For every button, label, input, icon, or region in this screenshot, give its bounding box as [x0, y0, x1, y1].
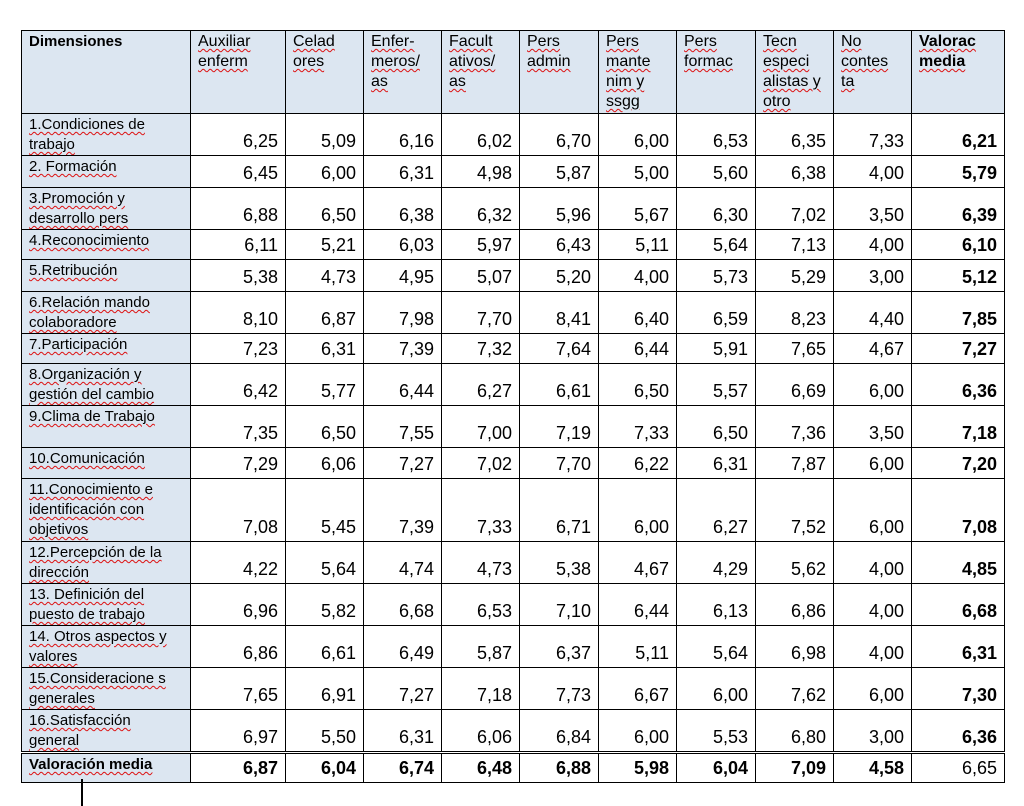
cell-pers-admin: 6,88 — [520, 753, 599, 783]
header-label: No contes ta — [841, 33, 889, 90]
table-row — [22, 626, 1005, 668]
row-label-cell — [22, 479, 191, 542]
row-label: 2. Formación — [29, 158, 117, 175]
cell-no-contesta: 6,00 — [834, 448, 912, 479]
cell-auxiliar-enferm: 6,11 — [191, 230, 286, 260]
cell-pers-formac: 6,13 — [677, 584, 756, 626]
row-label: 9.Clima de Trabajo — [29, 408, 155, 425]
table-row — [22, 542, 1005, 584]
cell-valorac-media: 6,21 — [912, 114, 1005, 156]
cell-pers-formac: 6,50 — [677, 406, 756, 448]
cell-pers-admin: 5,38 — [520, 542, 599, 584]
row-label: 8.Organización y gestión del cambio — [29, 366, 155, 403]
cell-enfermeros: 6,16 — [364, 114, 442, 156]
cell-pers-mantenim: 6,00 — [599, 710, 677, 753]
cell-no-contesta: 3,50 — [834, 406, 912, 448]
header-auxiliar-enferm — [191, 31, 286, 114]
cell-pers-formac: 4,29 — [677, 542, 756, 584]
table-row — [22, 114, 1005, 156]
cell-enfermeros: 7,55 — [364, 406, 442, 448]
cell-tecn-especialistas: 6,80 — [756, 710, 834, 753]
cell-pers-admin: 5,20 — [520, 260, 599, 292]
cell-pers-formac: 5,53 — [677, 710, 756, 753]
cell-pers-admin: 7,64 — [520, 334, 599, 364]
cell-auxiliar-enferm: 6,87 — [191, 753, 286, 783]
cell-enfermeros: 6,31 — [364, 156, 442, 188]
cell-pers-mantenim: 4,00 — [599, 260, 677, 292]
cell-pers-admin: 7,73 — [520, 668, 599, 710]
row-label-cell — [22, 156, 191, 188]
header-dimensiones — [22, 31, 191, 114]
cell-pers-formac: 5,60 — [677, 156, 756, 188]
row-label: Valoración media — [29, 756, 153, 773]
row-label: 13. Definición del puesto de trabajo — [29, 586, 145, 623]
cell-valorac-media: 6,68 — [912, 584, 1005, 626]
header-label: Pers mante nim y ssgg — [606, 33, 651, 110]
row-label: 12.Percepción de la dirección — [29, 544, 162, 581]
cell-enfermeros: 7,39 — [364, 334, 442, 364]
cell-celadores: 5,09 — [286, 114, 364, 156]
cell-no-contesta: 3,50 — [834, 188, 912, 230]
row-label-cell — [22, 230, 191, 260]
row-label: 10.Comunicación — [29, 450, 145, 467]
cell-enfermeros: 7,39 — [364, 479, 442, 542]
cell-no-contesta: 6,00 — [834, 364, 912, 406]
header-label: Celad ores — [293, 33, 335, 70]
cell-no-contesta: 4,67 — [834, 334, 912, 364]
cell-pers-admin: 6,84 — [520, 710, 599, 753]
table-row — [22, 710, 1005, 753]
cell-valorac-media: 7,85 — [912, 292, 1005, 334]
table-row — [22, 364, 1005, 406]
cell-pers-admin: 7,70 — [520, 448, 599, 479]
cell-no-contesta: 4,00 — [834, 584, 912, 626]
table-row — [22, 406, 1005, 448]
row-label: 6.Relación mando colaboradore — [29, 294, 150, 331]
cell-celadores: 4,73 — [286, 260, 364, 292]
cell-facultativos: 5,87 — [442, 626, 520, 668]
cell-auxiliar-enferm: 6,45 — [191, 156, 286, 188]
cell-auxiliar-enferm: 6,86 — [191, 626, 286, 668]
table-row — [22, 260, 1005, 292]
cell-celadores: 6,06 — [286, 448, 364, 479]
cell-facultativos: 6,53 — [442, 584, 520, 626]
row-label: 7.Participación — [29, 336, 128, 353]
cell-facultativos: 5,07 — [442, 260, 520, 292]
cell-celadores: 6,31 — [286, 334, 364, 364]
cell-celadores: 6,50 — [286, 188, 364, 230]
cell-valorac-media: 7,08 — [912, 479, 1005, 542]
cell-auxiliar-enferm: 7,65 — [191, 668, 286, 710]
cell-pers-admin: 7,10 — [520, 584, 599, 626]
cell-pers-mantenim: 6,00 — [599, 114, 677, 156]
table-row — [22, 479, 1005, 542]
cell-pers-admin: 6,43 — [520, 230, 599, 260]
cell-no-contesta: 4,00 — [834, 626, 912, 668]
cell-facultativos: 4,73 — [442, 542, 520, 584]
cell-tecn-especialistas: 7,36 — [756, 406, 834, 448]
cell-enfermeros: 7,27 — [364, 668, 442, 710]
row-label-cell — [22, 364, 191, 406]
header-pers-admin — [520, 31, 599, 114]
cell-pers-mantenim: 6,44 — [599, 334, 677, 364]
cell-celadores: 6,87 — [286, 292, 364, 334]
cell-valorac-media: 6,65 — [912, 753, 1005, 783]
row-label-cell — [22, 710, 191, 753]
row-label-cell — [22, 292, 191, 334]
cell-facultativos: 7,18 — [442, 668, 520, 710]
cell-valorac-media: 6,31 — [912, 626, 1005, 668]
cell-tecn-especialistas: 7,02 — [756, 188, 834, 230]
cell-valorac-media: 6,36 — [912, 364, 1005, 406]
row-label-cell — [22, 542, 191, 584]
header-valorac-media — [912, 31, 1005, 114]
cell-auxiliar-enferm: 6,42 — [191, 364, 286, 406]
cell-no-contesta: 4,00 — [834, 156, 912, 188]
table-row — [22, 448, 1005, 479]
cell-tecn-especialistas: 6,98 — [756, 626, 834, 668]
cell-facultativos: 7,32 — [442, 334, 520, 364]
cell-tecn-especialistas: 7,62 — [756, 668, 834, 710]
row-label-cell — [22, 406, 191, 448]
cell-tecn-especialistas: 8,23 — [756, 292, 834, 334]
cell-tecn-especialistas: 7,87 — [756, 448, 834, 479]
cell-tecn-especialistas: 7,65 — [756, 334, 834, 364]
cell-valorac-media: 4,85 — [912, 542, 1005, 584]
cell-no-contesta: 6,00 — [834, 479, 912, 542]
cell-no-contesta: 4,00 — [834, 230, 912, 260]
table-row — [22, 156, 1005, 188]
cell-pers-mantenim: 6,67 — [599, 668, 677, 710]
row-label: 1.Condiciones de trabajo — [29, 116, 145, 153]
table-row — [22, 334, 1005, 364]
row-label-cell — [22, 188, 191, 230]
table-row — [22, 292, 1005, 334]
cell-tecn-especialistas: 6,86 — [756, 584, 834, 626]
cell-enfermeros: 6,74 — [364, 753, 442, 783]
header-label: Valorac media — [919, 33, 976, 70]
cell-valorac-media: 7,30 — [912, 668, 1005, 710]
table-row — [22, 668, 1005, 710]
cell-valorac-media: 6,36 — [912, 710, 1005, 753]
cell-pers-admin: 6,70 — [520, 114, 599, 156]
cell-valorac-media: 6,10 — [912, 230, 1005, 260]
cell-valorac-media: 7,27 — [912, 334, 1005, 364]
cell-tecn-especialistas: 7,52 — [756, 479, 834, 542]
cell-enfermeros: 4,95 — [364, 260, 442, 292]
cell-celadores: 6,04 — [286, 753, 364, 783]
row-label: 3.Promoción y desarrollo pers — [29, 190, 129, 227]
cell-pers-admin: 5,87 — [520, 156, 599, 188]
cell-celadores: 6,50 — [286, 406, 364, 448]
row-label-cell — [22, 668, 191, 710]
cell-pers-formac: 6,59 — [677, 292, 756, 334]
cell-pers-formac: 5,64 — [677, 626, 756, 668]
cell-pers-mantenim: 6,44 — [599, 584, 677, 626]
cell-celadores: 5,45 — [286, 479, 364, 542]
row-label: 5.Retribución — [29, 262, 118, 279]
row-label-cell — [22, 260, 191, 292]
cell-pers-mantenim: 5,67 — [599, 188, 677, 230]
cell-pers-mantenim: 5,11 — [599, 626, 677, 668]
cell-celadores: 5,64 — [286, 542, 364, 584]
results-table — [21, 30, 1005, 783]
header-facultativos — [442, 31, 520, 114]
cell-auxiliar-enferm: 6,25 — [191, 114, 286, 156]
cell-facultativos: 5,97 — [442, 230, 520, 260]
cell-tecn-especialistas: 6,69 — [756, 364, 834, 406]
cell-enfermeros: 6,49 — [364, 626, 442, 668]
cell-pers-formac: 6,04 — [677, 753, 756, 783]
header-pers-formac — [677, 31, 756, 114]
row-label-cell — [22, 626, 191, 668]
cell-pers-admin: 8,41 — [520, 292, 599, 334]
cell-facultativos: 7,33 — [442, 479, 520, 542]
row-label-cell — [22, 753, 191, 783]
cell-auxiliar-enferm: 6,96 — [191, 584, 286, 626]
header-celadores — [286, 31, 364, 114]
cell-pers-formac: 5,91 — [677, 334, 756, 364]
cell-auxiliar-enferm: 6,97 — [191, 710, 286, 753]
cell-facultativos: 6,32 — [442, 188, 520, 230]
cell-tecn-especialistas: 5,29 — [756, 260, 834, 292]
cell-auxiliar-enferm: 7,29 — [191, 448, 286, 479]
cell-enfermeros: 6,68 — [364, 584, 442, 626]
cell-auxiliar-enferm: 5,38 — [191, 260, 286, 292]
header-label: Pers admin — [527, 33, 571, 70]
cell-facultativos: 6,02 — [442, 114, 520, 156]
cell-facultativos: 7,02 — [442, 448, 520, 479]
cell-pers-admin: 6,37 — [520, 626, 599, 668]
cell-no-contesta: 7,33 — [834, 114, 912, 156]
cell-pers-mantenim: 5,00 — [599, 156, 677, 188]
cell-tecn-especialistas: 6,38 — [756, 156, 834, 188]
cell-no-contesta: 4,58 — [834, 753, 912, 783]
row-label-cell — [22, 448, 191, 479]
cell-celadores: 5,50 — [286, 710, 364, 753]
cell-pers-mantenim: 5,98 — [599, 753, 677, 783]
cell-enfermeros: 6,31 — [364, 710, 442, 753]
cell-pers-admin: 6,71 — [520, 479, 599, 542]
cell-auxiliar-enferm: 7,08 — [191, 479, 286, 542]
header-enfermeros — [364, 31, 442, 114]
cell-enfermeros: 7,98 — [364, 292, 442, 334]
cell-facultativos: 6,27 — [442, 364, 520, 406]
row-label-cell — [22, 334, 191, 364]
cell-auxiliar-enferm: 7,35 — [191, 406, 286, 448]
cell-pers-formac: 6,30 — [677, 188, 756, 230]
cell-pers-mantenim: 6,00 — [599, 479, 677, 542]
table-row — [22, 230, 1005, 260]
cell-celadores: 6,61 — [286, 626, 364, 668]
header-tecn-especialistas — [756, 31, 834, 114]
header-label: Facult ativos/ as — [449, 33, 496, 90]
cell-pers-formac: 6,00 — [677, 668, 756, 710]
cell-no-contesta: 3,00 — [834, 710, 912, 753]
table-row — [22, 188, 1005, 230]
cell-celadores: 5,77 — [286, 364, 364, 406]
cell-celadores: 6,00 — [286, 156, 364, 188]
header-pers-mantenim — [599, 31, 677, 114]
cell-celadores: 5,21 — [286, 230, 364, 260]
row-label: 16.Satisfacción general — [29, 712, 131, 749]
cell-tecn-especialistas: 5,62 — [756, 542, 834, 584]
cell-pers-formac: 5,57 — [677, 364, 756, 406]
cell-facultativos: 4,98 — [442, 156, 520, 188]
cell-pers-mantenim: 6,50 — [599, 364, 677, 406]
cell-enfermeros: 7,27 — [364, 448, 442, 479]
cell-pers-mantenim: 4,67 — [599, 542, 677, 584]
cell-celadores: 6,91 — [286, 668, 364, 710]
header-label: Pers formac — [684, 33, 733, 70]
header-no-contesta — [834, 31, 912, 114]
cell-auxiliar-enferm: 7,23 — [191, 334, 286, 364]
cell-auxiliar-enferm: 8,10 — [191, 292, 286, 334]
cell-pers-mantenim: 7,33 — [599, 406, 677, 448]
cell-valorac-media: 7,20 — [912, 448, 1005, 479]
cell-no-contesta: 4,00 — [834, 542, 912, 584]
total-row — [22, 753, 1005, 783]
cell-facultativos: 6,48 — [442, 753, 520, 783]
cell-pers-admin: 5,96 — [520, 188, 599, 230]
cell-pers-admin: 7,19 — [520, 406, 599, 448]
header-row — [22, 31, 1005, 114]
cell-pers-mantenim: 6,22 — [599, 448, 677, 479]
row-label: 15.Consideracione s generales — [29, 670, 166, 707]
cell-pers-mantenim: 5,11 — [599, 230, 677, 260]
cell-enfermeros: 4,74 — [364, 542, 442, 584]
cell-pers-formac: 6,31 — [677, 448, 756, 479]
header-label: Auxiliar enferm — [198, 33, 251, 70]
cell-tecn-especialistas: 7,09 — [756, 753, 834, 783]
cell-celadores: 5,82 — [286, 584, 364, 626]
header-label: Tecn especi alistas y otro — [763, 33, 821, 110]
header-label: Enfer-meros/ as — [371, 33, 420, 90]
cursor-bar — [81, 779, 83, 806]
cell-no-contesta: 4,40 — [834, 292, 912, 334]
cell-tecn-especialistas: 7,13 — [756, 230, 834, 260]
cell-facultativos: 7,00 — [442, 406, 520, 448]
cell-valorac-media: 6,39 — [912, 188, 1005, 230]
row-label-cell — [22, 114, 191, 156]
cell-auxiliar-enferm: 6,88 — [191, 188, 286, 230]
cell-facultativos: 7,70 — [442, 292, 520, 334]
cell-pers-formac: 6,53 — [677, 114, 756, 156]
cell-enfermeros: 6,44 — [364, 364, 442, 406]
cell-pers-mantenim: 6,40 — [599, 292, 677, 334]
header-label: Dimensiones — [29, 33, 123, 50]
cell-auxiliar-enferm: 4,22 — [191, 542, 286, 584]
cell-valorac-media: 5,12 — [912, 260, 1005, 292]
cell-pers-formac: 5,73 — [677, 260, 756, 292]
cell-facultativos: 6,06 — [442, 710, 520, 753]
row-label: 14. Otros aspectos y valores — [29, 628, 167, 665]
cell-valorac-media: 7,18 — [912, 406, 1005, 448]
cell-pers-admin: 6,61 — [520, 364, 599, 406]
cell-pers-formac: 6,27 — [677, 479, 756, 542]
cell-valorac-media: 5,79 — [912, 156, 1005, 188]
cell-tecn-especialistas: 6,35 — [756, 114, 834, 156]
table-row — [22, 584, 1005, 626]
row-label-cell — [22, 584, 191, 626]
cell-no-contesta: 3,00 — [834, 260, 912, 292]
cell-enfermeros: 6,38 — [364, 188, 442, 230]
row-label: 4.Reconocimiento — [29, 232, 150, 249]
row-label: 11.Conocimiento e identificación con objetivos — [29, 481, 153, 538]
cell-enfermeros: 6,03 — [364, 230, 442, 260]
cell-no-contesta: 6,00 — [834, 668, 912, 710]
cell-pers-formac: 5,64 — [677, 230, 756, 260]
